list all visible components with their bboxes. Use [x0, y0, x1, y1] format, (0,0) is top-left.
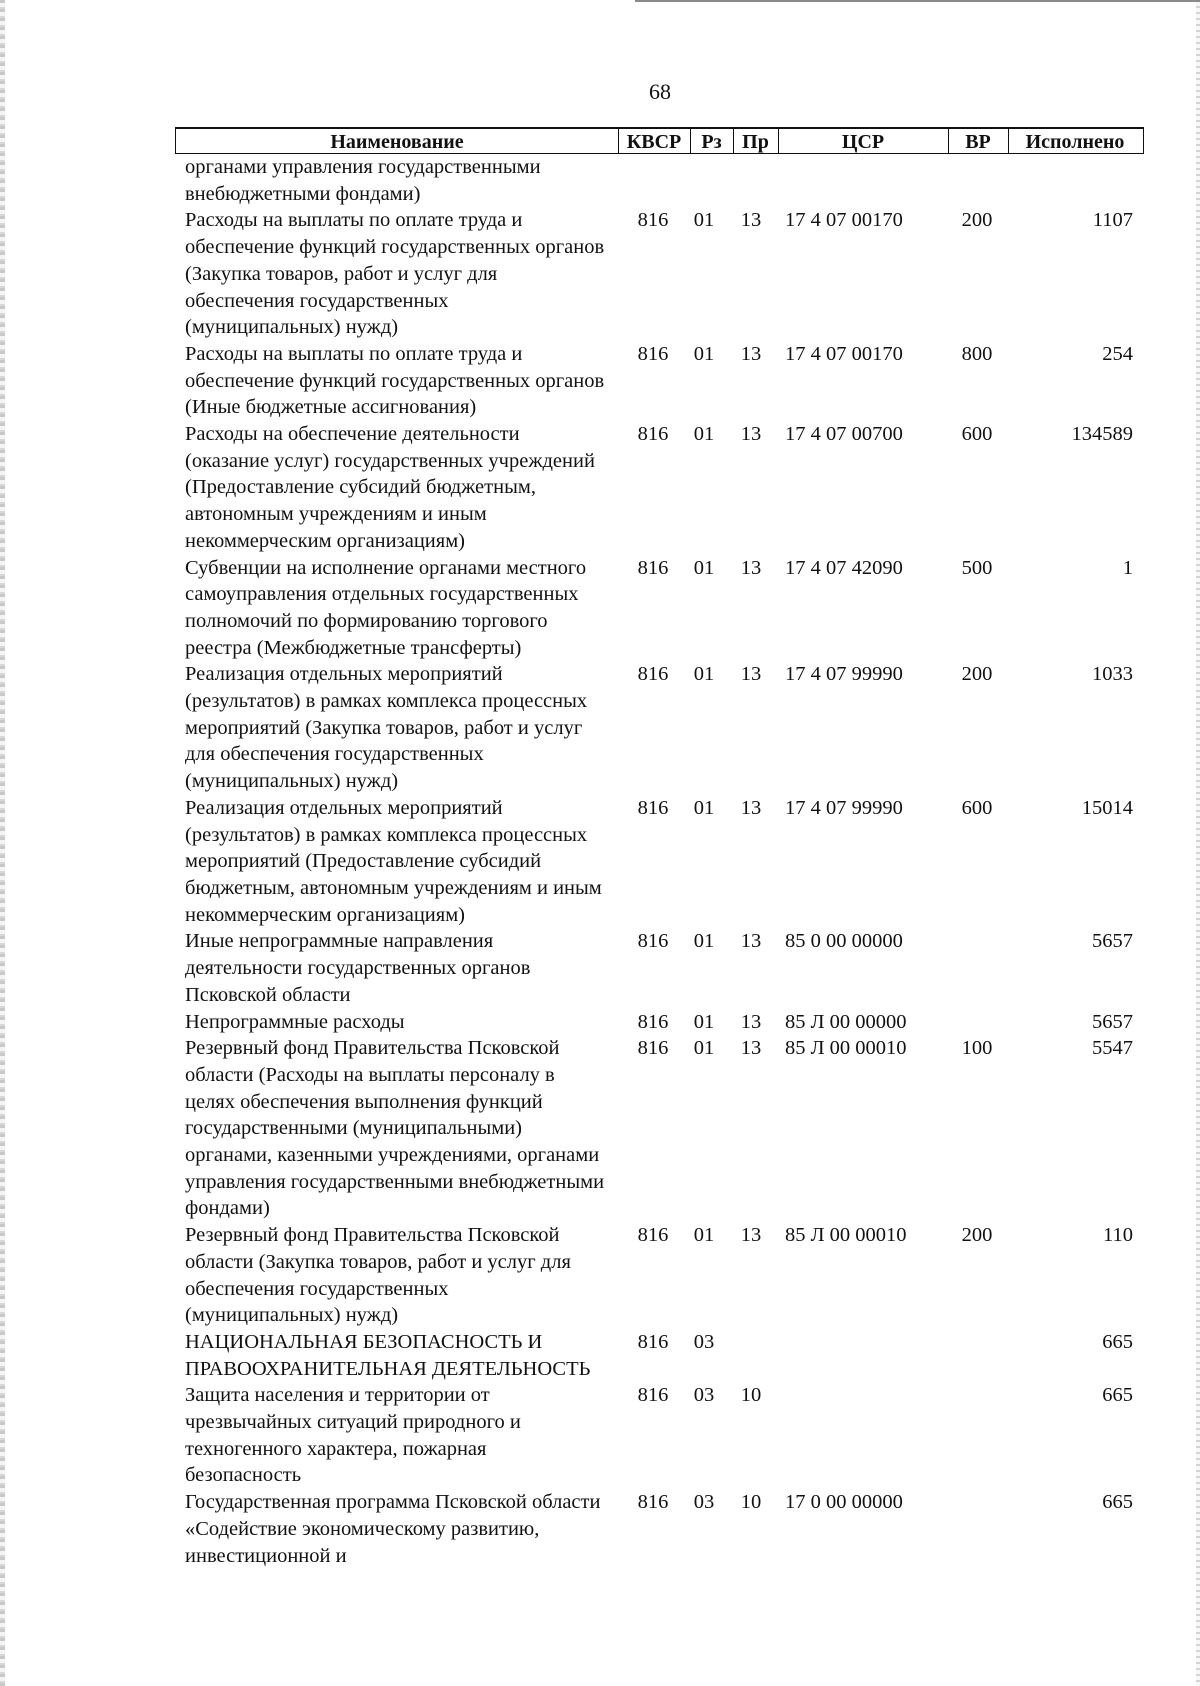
table-row	[175, 1035, 1144, 1222]
cell-csr: 85 0 00 00000	[785, 930, 903, 953]
cell-kvsr: 816	[637, 1384, 669, 1407]
cell-executed: 665	[1102, 1491, 1133, 1514]
cell-name: НАЦИОНАЛЬНАЯ БЕЗОПАСНОСТЬ И ПРАВООХРАНИТЕЛЬНАЯ ДЕЯТЕЛЬНОСТЬ	[185, 1330, 591, 1380]
cell-rz: 03	[693, 1330, 715, 1353]
cell-rz: 01	[693, 1010, 715, 1033]
budget-table	[175, 127, 1144, 1569]
scan-edge-left	[0, 0, 5, 1686]
scan-edge-right	[1196, 0, 1200, 1686]
cell-pr: 13	[740, 663, 762, 686]
cell-vr: 500	[961, 556, 993, 579]
cell-kvsr: 816	[637, 342, 669, 365]
cell-executed: 15014	[1081, 796, 1133, 819]
cell-name: Субвенции на исполнение органами местного самоуправления отдельных государственных полномочий по формированию торгового реестра (Межбюджетные трансферты)	[185, 556, 587, 659]
cell-executed: 1107	[1092, 209, 1133, 232]
cell-executed: 665	[1102, 1384, 1133, 1407]
page-number: 68	[649, 79, 671, 104]
header-kvsr: КВСР	[618, 129, 691, 153]
cell-name: Реализация отдельных мероприятий (результатов) в рамках комплекса процессных мероприятий (Предоставление субсидий бюджетным, автономным учреждениям и иным некоммерческим организациям)	[185, 796, 602, 926]
cell-vr: 200	[961, 1224, 993, 1247]
table-header	[175, 127, 1144, 154]
cell-csr: 17 4 07 00170	[785, 209, 903, 232]
cell-kvsr: 816	[637, 423, 669, 446]
cell-name: Резервный фонд Правительства Псковской области (Расходы на выплаты персоналу в целях обеспечения выполнения функций государственными (муниципальными) органами, казенными учреждениями, органами управления государственными внебюджетными фондами)	[185, 1037, 605, 1220]
cell-rz: 01	[693, 1224, 715, 1247]
cell-rz: 01	[693, 796, 715, 819]
cell-kvsr: 816	[637, 1010, 669, 1033]
cell-rz: 01	[693, 423, 715, 446]
header-name: Наименование	[176, 129, 619, 153]
table-row	[175, 928, 1144, 1008]
cell-csr: 17 4 07 99990	[785, 796, 903, 819]
scan-edge-top	[635, 0, 1200, 2]
header-rz: Рз	[690, 129, 734, 153]
cell-kvsr: 816	[637, 663, 669, 686]
table-row	[175, 154, 1144, 207]
cell-pr: 13	[740, 342, 762, 365]
cell-rz: 01	[693, 342, 715, 365]
cell-rz: 03	[693, 1491, 715, 1514]
cell-vr: 600	[961, 423, 993, 446]
table-row	[175, 1329, 1144, 1382]
table-row	[175, 1009, 1144, 1036]
cell-pr: 13	[740, 423, 762, 446]
table-row	[175, 1222, 1144, 1329]
cell-csr: 17 4 07 00170	[785, 342, 903, 365]
cell-csr: 85 Л 00 00000	[785, 1010, 907, 1033]
header-csr: ЦСР	[778, 129, 949, 153]
cell-pr: 13	[740, 1010, 762, 1033]
header-pr: Пр	[733, 129, 779, 153]
cell-kvsr: 816	[637, 1037, 669, 1060]
cell-kvsr: 816	[637, 930, 669, 953]
cell-vr: 200	[961, 663, 993, 686]
cell-executed: 5657	[1092, 1010, 1133, 1033]
cell-pr: 13	[740, 209, 762, 232]
table-row	[175, 1382, 1144, 1489]
table-row	[175, 341, 1144, 421]
cell-csr: 17 4 07 99990	[785, 663, 903, 686]
cell-pr: 13	[740, 556, 762, 579]
table-row	[175, 1489, 1144, 1569]
cell-pr: 13	[740, 1037, 762, 1060]
cell-kvsr: 816	[637, 796, 669, 819]
cell-name: Реализация отдельных мероприятий (результатов) в рамках комплекса процессных мероприятий (Закупка товаров, работ и услуг для обеспечения государственных (муниципальных) нужд)	[185, 663, 588, 793]
cell-executed: 1	[1122, 556, 1133, 579]
cell-rz: 01	[693, 930, 715, 953]
cell-name: органами управления государственными внебюджетными фондами)	[185, 156, 541, 205]
cell-kvsr: 816	[637, 1330, 669, 1353]
cell-executed: 254	[1102, 342, 1133, 365]
cell-executed: 665	[1102, 1330, 1133, 1353]
cell-vr: 800	[961, 342, 993, 365]
cell-pr: 13	[740, 930, 762, 953]
cell-rz: 01	[693, 209, 715, 232]
cell-pr: 10	[740, 1384, 762, 1407]
cell-kvsr: 816	[637, 1491, 669, 1514]
cell-vr: 600	[961, 796, 993, 819]
cell-csr: 85 Л 00 00010	[785, 1037, 907, 1060]
cell-name: Иные непрограммные направления деятельности государственных органов Псковской области	[185, 930, 531, 1006]
cell-executed: 5547	[1092, 1037, 1133, 1060]
cell-kvsr: 816	[637, 556, 669, 579]
table-row	[175, 555, 1144, 662]
cell-name: Непрограммные расходы	[185, 1010, 405, 1033]
cell-pr: 10	[740, 1491, 762, 1514]
cell-csr: 17 4 07 42090	[785, 556, 903, 579]
header-executed: Исполнено	[1025, 131, 1125, 153]
cell-name: Расходы на выплаты по оплате труда и обеспечение функций государственных органов (Закупка товаров, работ и услуг для обеспечения государственных (муниципальных) нужд)	[185, 209, 605, 339]
cell-executed: 134589	[1071, 423, 1133, 446]
cell-csr: 17 0 00 00000	[785, 1491, 903, 1514]
table-row	[175, 661, 1144, 795]
cell-executed: 1033	[1092, 663, 1133, 686]
cell-csr: 17 4 07 00700	[785, 423, 903, 446]
cell-csr: 85 Л 00 00010	[785, 1224, 907, 1247]
cell-name: Резервный фонд Правительства Псковской области (Закупка товаров, работ и услуг для обеспечения государственных (муниципальных) нужд)	[185, 1224, 571, 1327]
table-row	[175, 207, 1144, 341]
cell-rz: 01	[693, 556, 715, 579]
cell-rz: 01	[693, 1037, 715, 1060]
cell-executed: 5657	[1092, 930, 1133, 953]
cell-rz: 01	[693, 663, 715, 686]
header-vr: ВР	[948, 129, 1009, 153]
cell-kvsr: 816	[637, 209, 669, 232]
cell-rz: 03	[693, 1384, 715, 1407]
cell-name: Защита населения и территории от чрезвычайных ситуаций природного и техногенного характера, пожарная безопасность	[185, 1384, 521, 1487]
table-row	[175, 421, 1144, 555]
cell-kvsr: 816	[637, 1224, 669, 1247]
cell-pr: 13	[740, 1224, 762, 1247]
cell-executed: 110	[1103, 1224, 1133, 1247]
cell-vr: 100	[961, 1037, 993, 1060]
cell-name: Расходы на обеспечение деятельности (оказание услуг) государственных учреждений (Предоставление субсидий бюджетным, автономным учреждениям и иным некоммерческим организациям)	[185, 423, 595, 552]
cell-vr: 200	[961, 209, 993, 232]
cell-pr: 13	[740, 796, 762, 819]
table-body	[175, 154, 1144, 1569]
cell-name: Государственная программа Псковской области «Содействие экономическому развитию, инвестиционной и	[185, 1491, 601, 1567]
table-row	[175, 795, 1144, 929]
cell-name: Расходы на выплаты по оплате труда и обеспечение функций государственных органов (Иные бюджетные ассигнования)	[185, 342, 605, 419]
